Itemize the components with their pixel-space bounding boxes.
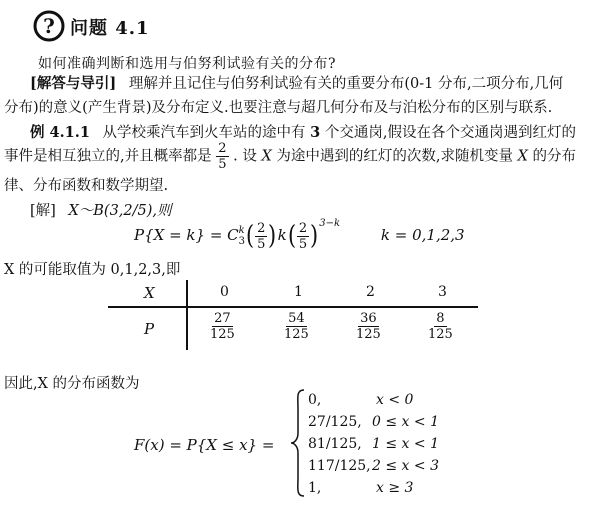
cdf-piece-cond: 2 ≤ x < 3 (372, 458, 439, 474)
cdf-piece-value: 81/125, (308, 436, 362, 452)
example-text-2b: . 设 (233, 148, 257, 165)
cdf-piece-value: 1, (308, 480, 322, 496)
row-header-p: P (144, 320, 155, 338)
p-value (284, 312, 309, 341)
paren-close-2: ) (310, 221, 319, 251)
f1-num: 2 (257, 220, 266, 236)
svg-text:?: ? (43, 14, 55, 38)
cdf-piece-cond: x ≥ 3 (376, 480, 414, 496)
x-value: 2 (366, 284, 375, 300)
exp-k: k (277, 226, 287, 244)
k-range: k = 0,1,2,3 (380, 226, 465, 244)
p-den: 125 (210, 327, 235, 342)
question-circle-icon (33, 10, 65, 42)
distribution-table (108, 280, 478, 350)
p-value (210, 312, 235, 341)
prob-fraction (216, 142, 228, 171)
example-text-3: 律、分布函数和数学期望. (4, 178, 169, 194)
p-den: 125 (428, 327, 453, 342)
pmf-lhs: P{X = k} = C (134, 226, 239, 244)
p-num: 27 (214, 311, 231, 326)
cdf-lhs: F(x) = P{X ≤ x} = (134, 436, 275, 454)
example-label: 例 4.1.1 (30, 124, 90, 141)
frac-den: 5 (218, 157, 227, 172)
f2-den: 5 (298, 236, 308, 252)
solution-label: [解] (30, 203, 56, 219)
comb-sub: 3 (238, 236, 246, 247)
p-num: 54 (288, 311, 305, 326)
p-den: 125 (284, 327, 309, 342)
f1-den: 5 (257, 236, 266, 252)
cdf-piece-value: 0, (308, 392, 322, 408)
problem-title: 问题 4.1 (70, 18, 150, 39)
p-value (428, 312, 453, 341)
binomial-statement: X～B(3,2/5),则 (68, 203, 172, 219)
example-text-1b: 个交通岗,假设在各个交通岗遇到红灯的 (324, 125, 576, 141)
solution-line-1 (30, 199, 172, 220)
table-vline (186, 280, 188, 350)
problem-question: 如何准确判断和选用与伯努利试验有关的分布? (38, 56, 337, 72)
cdf-brace (290, 388, 306, 498)
exp-3-k: 3−k (319, 218, 341, 229)
x-value: 0 (220, 284, 229, 300)
guide-line-1 (30, 72, 563, 93)
example-line-1 (30, 121, 576, 142)
x-value: 1 (294, 284, 303, 300)
cdf-intro: 因此,X 的分布函数为 (4, 376, 140, 392)
pmf-formula (134, 218, 465, 251)
comb-sup: k (238, 225, 245, 236)
example-text-2c: 为途中遇到的红灯的次数,求随机变量 (276, 148, 513, 165)
frac-num: 2 (218, 141, 227, 156)
cdf-piece-value: 117/125, (308, 458, 371, 474)
cdf-piece-cond: 1 ≤ x < 1 (372, 436, 439, 452)
pmf-frac-2 (297, 222, 309, 251)
guide-label: [解答与导引] (30, 75, 117, 92)
cdf-piece-cond: 0 ≤ x < 1 (372, 414, 439, 430)
guide-text-1: 理解并且记住与伯努利试验有关的重要分布(0-1 分布,二项分布,几何 (128, 76, 564, 92)
x-value: 3 (438, 284, 447, 300)
example-text-2a: 事件是相互独立的,并且概率都是 (4, 148, 212, 165)
paren-close: ) (268, 221, 277, 251)
p-num: 8 (436, 311, 445, 326)
p-num: 36 (360, 311, 377, 326)
paren-open-2: ( (287, 221, 296, 251)
values-line: X 的可能取值为 0,1,2,3,即 (4, 262, 181, 278)
example-num-3: 3 (310, 124, 321, 141)
guide-text-2: 分布)的意义(产生背景)及分布定义.也要注意与超几何分布及与泊松分布的区别与联系. (4, 100, 553, 116)
paren-open: ( (246, 221, 255, 251)
example-text-2d: 的分布 (532, 148, 577, 165)
f2-num: 2 (298, 220, 308, 236)
pmf-frac-1 (255, 222, 267, 251)
cdf-piece-value: 27/125, (308, 414, 362, 430)
p-value (356, 312, 381, 341)
p-den: 125 (356, 327, 381, 342)
var-x-2: X (517, 148, 528, 165)
row-header-x: X (144, 284, 155, 302)
example-line-2 (4, 142, 576, 171)
example-text-1a: 从学校乘汽车到火车站的途中有 (102, 125, 306, 141)
var-x: X (261, 148, 272, 165)
table-hline (108, 306, 478, 308)
cdf-piece-cond: x < 0 (376, 392, 414, 408)
